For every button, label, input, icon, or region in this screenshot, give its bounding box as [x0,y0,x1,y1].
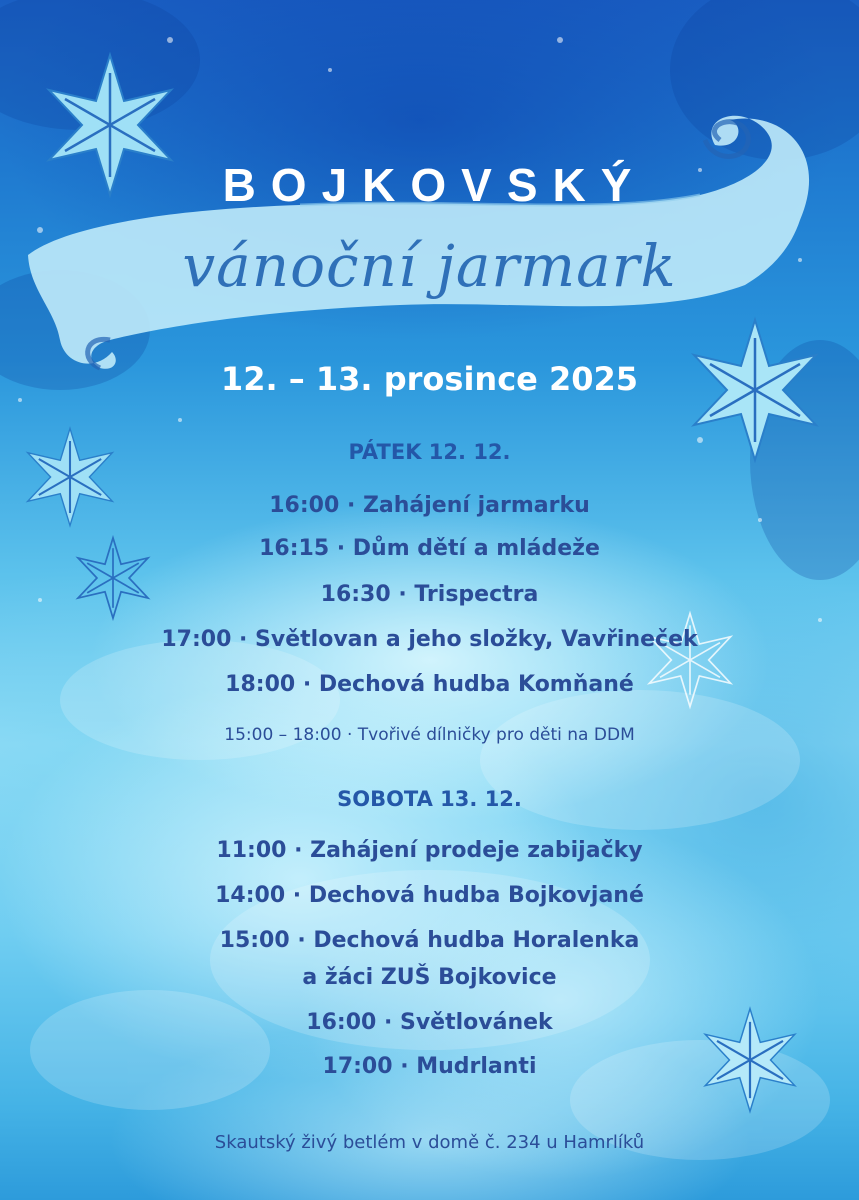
saturday-item-2: 14:00 · Dechová hudba Bojkovjané [215,883,644,908]
friday-heading: PÁTEK 12. 12. [348,440,511,464]
saturday-item-1: 11:00 · Zahájení prodeje zabijačky [216,838,643,863]
saturday-item-5: 17:00 · Mudrlanti [322,1054,537,1079]
saturday-item-3-continued: a žáci ZUŠ Bojkovice [302,965,557,990]
saturday-heading: SOBOTA 13. 12. [337,787,522,811]
event-dates: 12. – 13. prosince 2025 [220,360,639,398]
friday-item-3: 16:30 · Trispectra [320,582,539,607]
poster-subtitle: vánoční jarmark [182,232,677,300]
friday-item-1: 16:00 · Zahájení jarmarku [269,493,590,518]
poster-title: BOJKOVSKÝ [222,159,647,211]
friday-item-4: 17:00 · Světlovan a jeho složky, Vavřineček [161,627,698,652]
friday-item-2: 16:15 · Dům dětí a mládeže [259,536,600,561]
saturday-item-4: 16:00 · Světlovánek [306,1010,553,1035]
footer-note: Skautský živý betlém v domě č. 234 u Hamrlíků [214,1132,645,1153]
saturday-item-3: 15:00 · Dechová hudba Horalenka [219,928,640,953]
friday-item-5: 18:00 · Dechová hudba Komňané [225,672,634,697]
friday-note: 15:00 – 18:00 · Tvořivé dílničky pro děti na DDM [224,725,635,745]
